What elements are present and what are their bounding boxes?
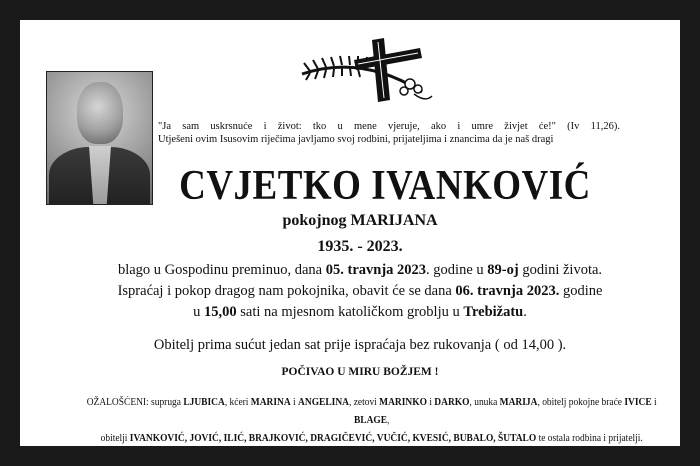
- deceased-name: CVJETKO IVANKOVIĆ: [179, 162, 591, 210]
- funeral-date: 06. travnja 2023.: [455, 283, 560, 299]
- quote-intro: Utješeni ovim Isusovim riječima javljamo svoj rodbini, prijateljima i znancima da je naš dragi: [158, 134, 554, 145]
- funeral-time-line: u 15,00 sati na mjesnom katoličkom groblju u Trebižatu.: [193, 304, 527, 320]
- death-funeral-text: [80, 260, 640, 323]
- death-date: 05. travnja 2023: [325, 262, 427, 278]
- funeral-line: Ispraćaj i pokop dragog nam pokojnika, obavit će se dana 06. travnja 2023. godine: [117, 283, 603, 299]
- funeral-place: Trebižatu: [463, 304, 524, 320]
- death-line: blago u Gospodinu preminuo, dana 05. travnja 2023. godine u 89-oj godini života.: [117, 262, 603, 278]
- bible-quote: [158, 120, 620, 146]
- cross-icon: [298, 34, 438, 104]
- life-years: 1935. - 2023.: [317, 238, 403, 255]
- mourners-line-1: OŽALOŠĆENI: supruga LJUBICA, kćeri MARINA i ANGELINA, zetovi MARINKO i DARKO, unuka MARIJA, obitelj pokojne braće IVICE i BLAGE,: [86, 397, 657, 426]
- age: 89-oj: [487, 262, 519, 278]
- mourners-list: [72, 394, 671, 448]
- mourners-line-2: obitelji IVANKOVIĆ, JOVIĆ, ILIĆ, BRAJKOVIĆ, DRAGIČEVIĆ, VUČIĆ, KVESIĆ, BUBALO, ŠUTALO te ostala rodbina i prijatelji.: [100, 433, 643, 444]
- deceased-photo: [46, 71, 153, 205]
- funeral-time: 15,00: [204, 304, 237, 320]
- obituary-card: [20, 20, 680, 446]
- father-name: pokojnog MARIJANA: [282, 212, 438, 229]
- rest-in-peace: POČIVAO U MIRU BOŽJEM !: [281, 366, 439, 378]
- condolence-text: Obitelj prima sućut jedan sat prije ispraćaja bez rukovanja ( od 14,00 ).: [153, 337, 567, 353]
- quote-verse: "Ja sam uskrsnuće i život: tko u mene vjeruje, ako i umre živjet će!" (Iv 11,26).: [158, 121, 620, 132]
